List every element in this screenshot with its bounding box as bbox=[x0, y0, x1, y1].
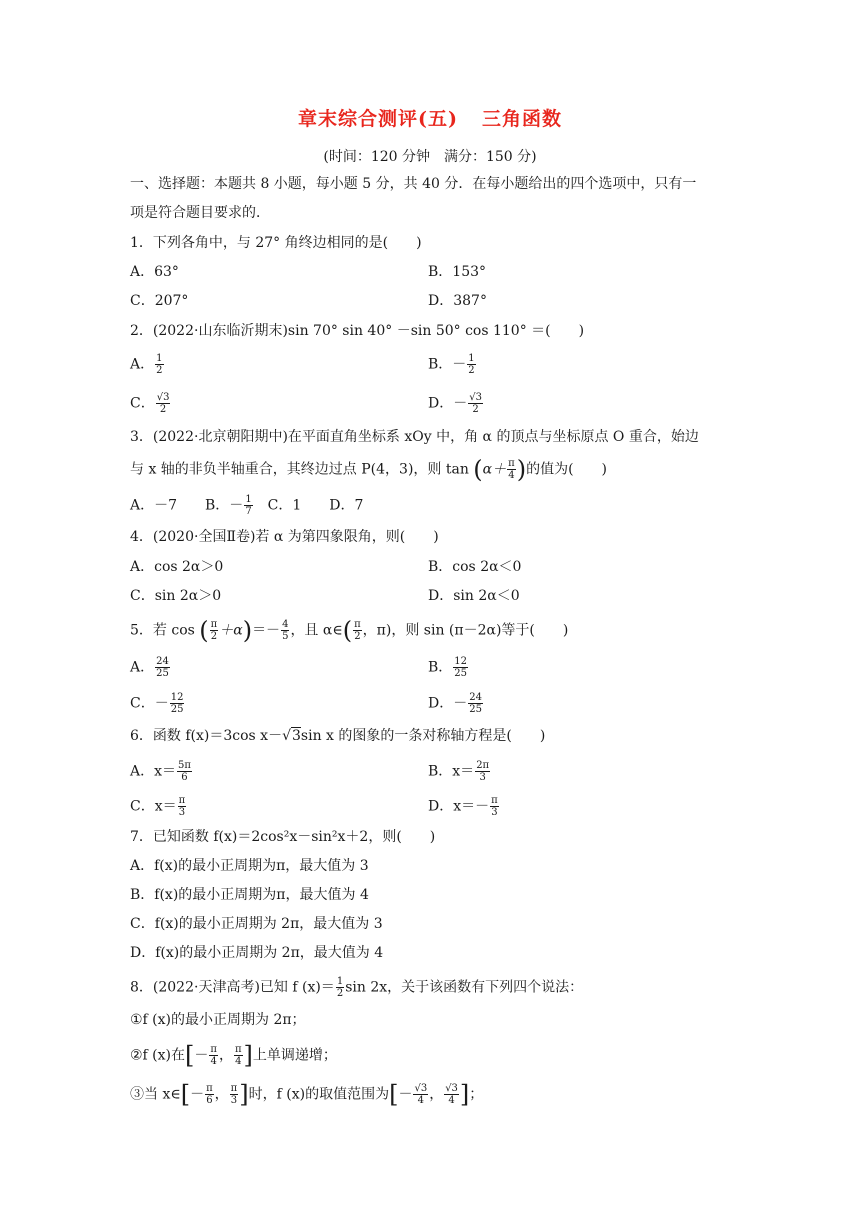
question-3-stem-line-2: 与 x 轴的非负半轴重合，其终边过点 P(4，3)，则 tan (α＋ $\frac{\pi}{4}$ )的值为( ) bbox=[130, 455, 608, 484]
q1-option-b: B．153° bbox=[428, 264, 487, 280]
question-7-stem: 7．已知函数 f(x)＝2cos²x－sin²x＋2，则( ) bbox=[130, 829, 436, 845]
question-3-stem-line-1: 3．(2022·北京朝阳期中)在平面直角坐标系 xOy 中，角 α 的顶点与坐标原点 O 重合，始边 bbox=[130, 429, 699, 445]
q7-option-b: B．f(x)的最小正周期为π，最大值为 4 bbox=[130, 887, 369, 903]
question-8-stem: 8．(2022·天津高考)已知 f (x)＝ $\frac{1}{2}$ sin 2x，关于该函数有下列四个说法： bbox=[130, 976, 584, 999]
q7-option-d: D．f(x)的最小正周期为 2π，最大值为 4 bbox=[130, 945, 384, 961]
q4-option-a: A．cos 2α＞0 bbox=[130, 559, 224, 575]
q2-option-b: B．－ $\frac{1}{2}$ bbox=[428, 353, 475, 376]
question-1-stem: 1．下列各角中，与 27° 角终边相同的是( ) bbox=[130, 235, 422, 251]
exam-meta: (时间：120 分钟 满分：150 分) bbox=[323, 149, 537, 165]
question-5-stem: 5．若 cos ( $\frac{\pi}{2}$ ＋α)＝－ $\frac{4}{5}$ ，且 α∈( $\frac{\pi}{2}$ ，π)，则 sin (π－2α)等于( ) bbox=[130, 616, 569, 645]
q1-option-d: D．387° bbox=[428, 293, 487, 309]
q2-option-d: D．－ $\frac{√3}{2}$ bbox=[428, 392, 482, 415]
q6-option-b: B．x＝ $\frac{2\pi}{3}$ bbox=[428, 760, 490, 783]
page-title bbox=[0, 104, 860, 131]
q2-option-c: C． $\frac{√3}{2}$ bbox=[130, 392, 170, 415]
q4-option-c: C．sin 2α＞0 bbox=[130, 588, 222, 604]
section-intro-line-1: 一、选择题：本题共 8 小题，每小题 5 分，共 40 分．在每小题给出的四个选项中，只有一 bbox=[130, 176, 697, 192]
question-6-stem: 6．函数 f(x)＝3cos x－√3sin x 的图象的一条对称轴方程是( ) bbox=[130, 728, 546, 744]
q1-option-a: A．63° bbox=[130, 264, 179, 280]
title-sub: 三角函数 bbox=[481, 108, 562, 130]
q8-statement-2: ②f (x)在[－ $\frac{\pi}{4}$ ， $\frac{\pi}{4}$ ]上单调递增； bbox=[130, 1041, 337, 1070]
q4-option-d: D．sin 2α＜0 bbox=[428, 588, 520, 604]
question-4-stem: 4．(2020·全国Ⅱ卷)若 α 为第四象限角，则( ) bbox=[130, 529, 439, 545]
q4-option-b: B．cos 2α＜0 bbox=[428, 559, 522, 575]
q7-option-c: C．f(x)的最小正周期为 2π，最大值为 3 bbox=[130, 916, 383, 932]
q8-statement-3: ③当 x∈[－ $\frac{\pi}{6}$ ， $\frac{\pi}{3}$ ]时，f (x)的取值范围为[－ $\frac{√3}{4}$ ， $\frac{√3}{4}$ ]； bbox=[130, 1080, 484, 1109]
q5-option-d: D．－ $\frac{24}{25}$ bbox=[428, 692, 482, 715]
question-3-options: A．－7 B．－ $\frac{1}{7}$ C．1 D．7 bbox=[130, 494, 364, 517]
question-2-stem: 2．(2022·山东临沂期末)sin 70° sin 40° －sin 50° cos 110° ＝( ) bbox=[130, 323, 585, 339]
q7-option-a: A．f(x)的最小正周期为π，最大值为 3 bbox=[130, 858, 369, 874]
q8-statement-1: ①f (x)的最小正周期为 2π； bbox=[130, 1012, 306, 1028]
q6-option-d: D．x＝－ $\frac{\pi}{3}$ bbox=[428, 795, 498, 818]
q6-option-c: C．x＝ $\frac{\pi}{3}$ bbox=[130, 795, 186, 818]
q6-option-a: A．x＝ $\frac{5\pi}{6}$ bbox=[130, 760, 191, 783]
section-intro-line-2: 项是符合题目要求的． bbox=[130, 205, 270, 221]
q1-option-c: C．207° bbox=[130, 293, 189, 309]
title-main: 章末综合测评(五) bbox=[298, 108, 458, 130]
q2-option-a: A． $\frac{1}{2}$ bbox=[130, 353, 163, 376]
q5-option-b: B． $\frac{12}{25}$ bbox=[428, 656, 468, 679]
q5-option-c: C．－ $\frac{12}{25}$ bbox=[130, 692, 184, 715]
q5-option-a: A． $\frac{24}{25}$ bbox=[130, 656, 169, 679]
